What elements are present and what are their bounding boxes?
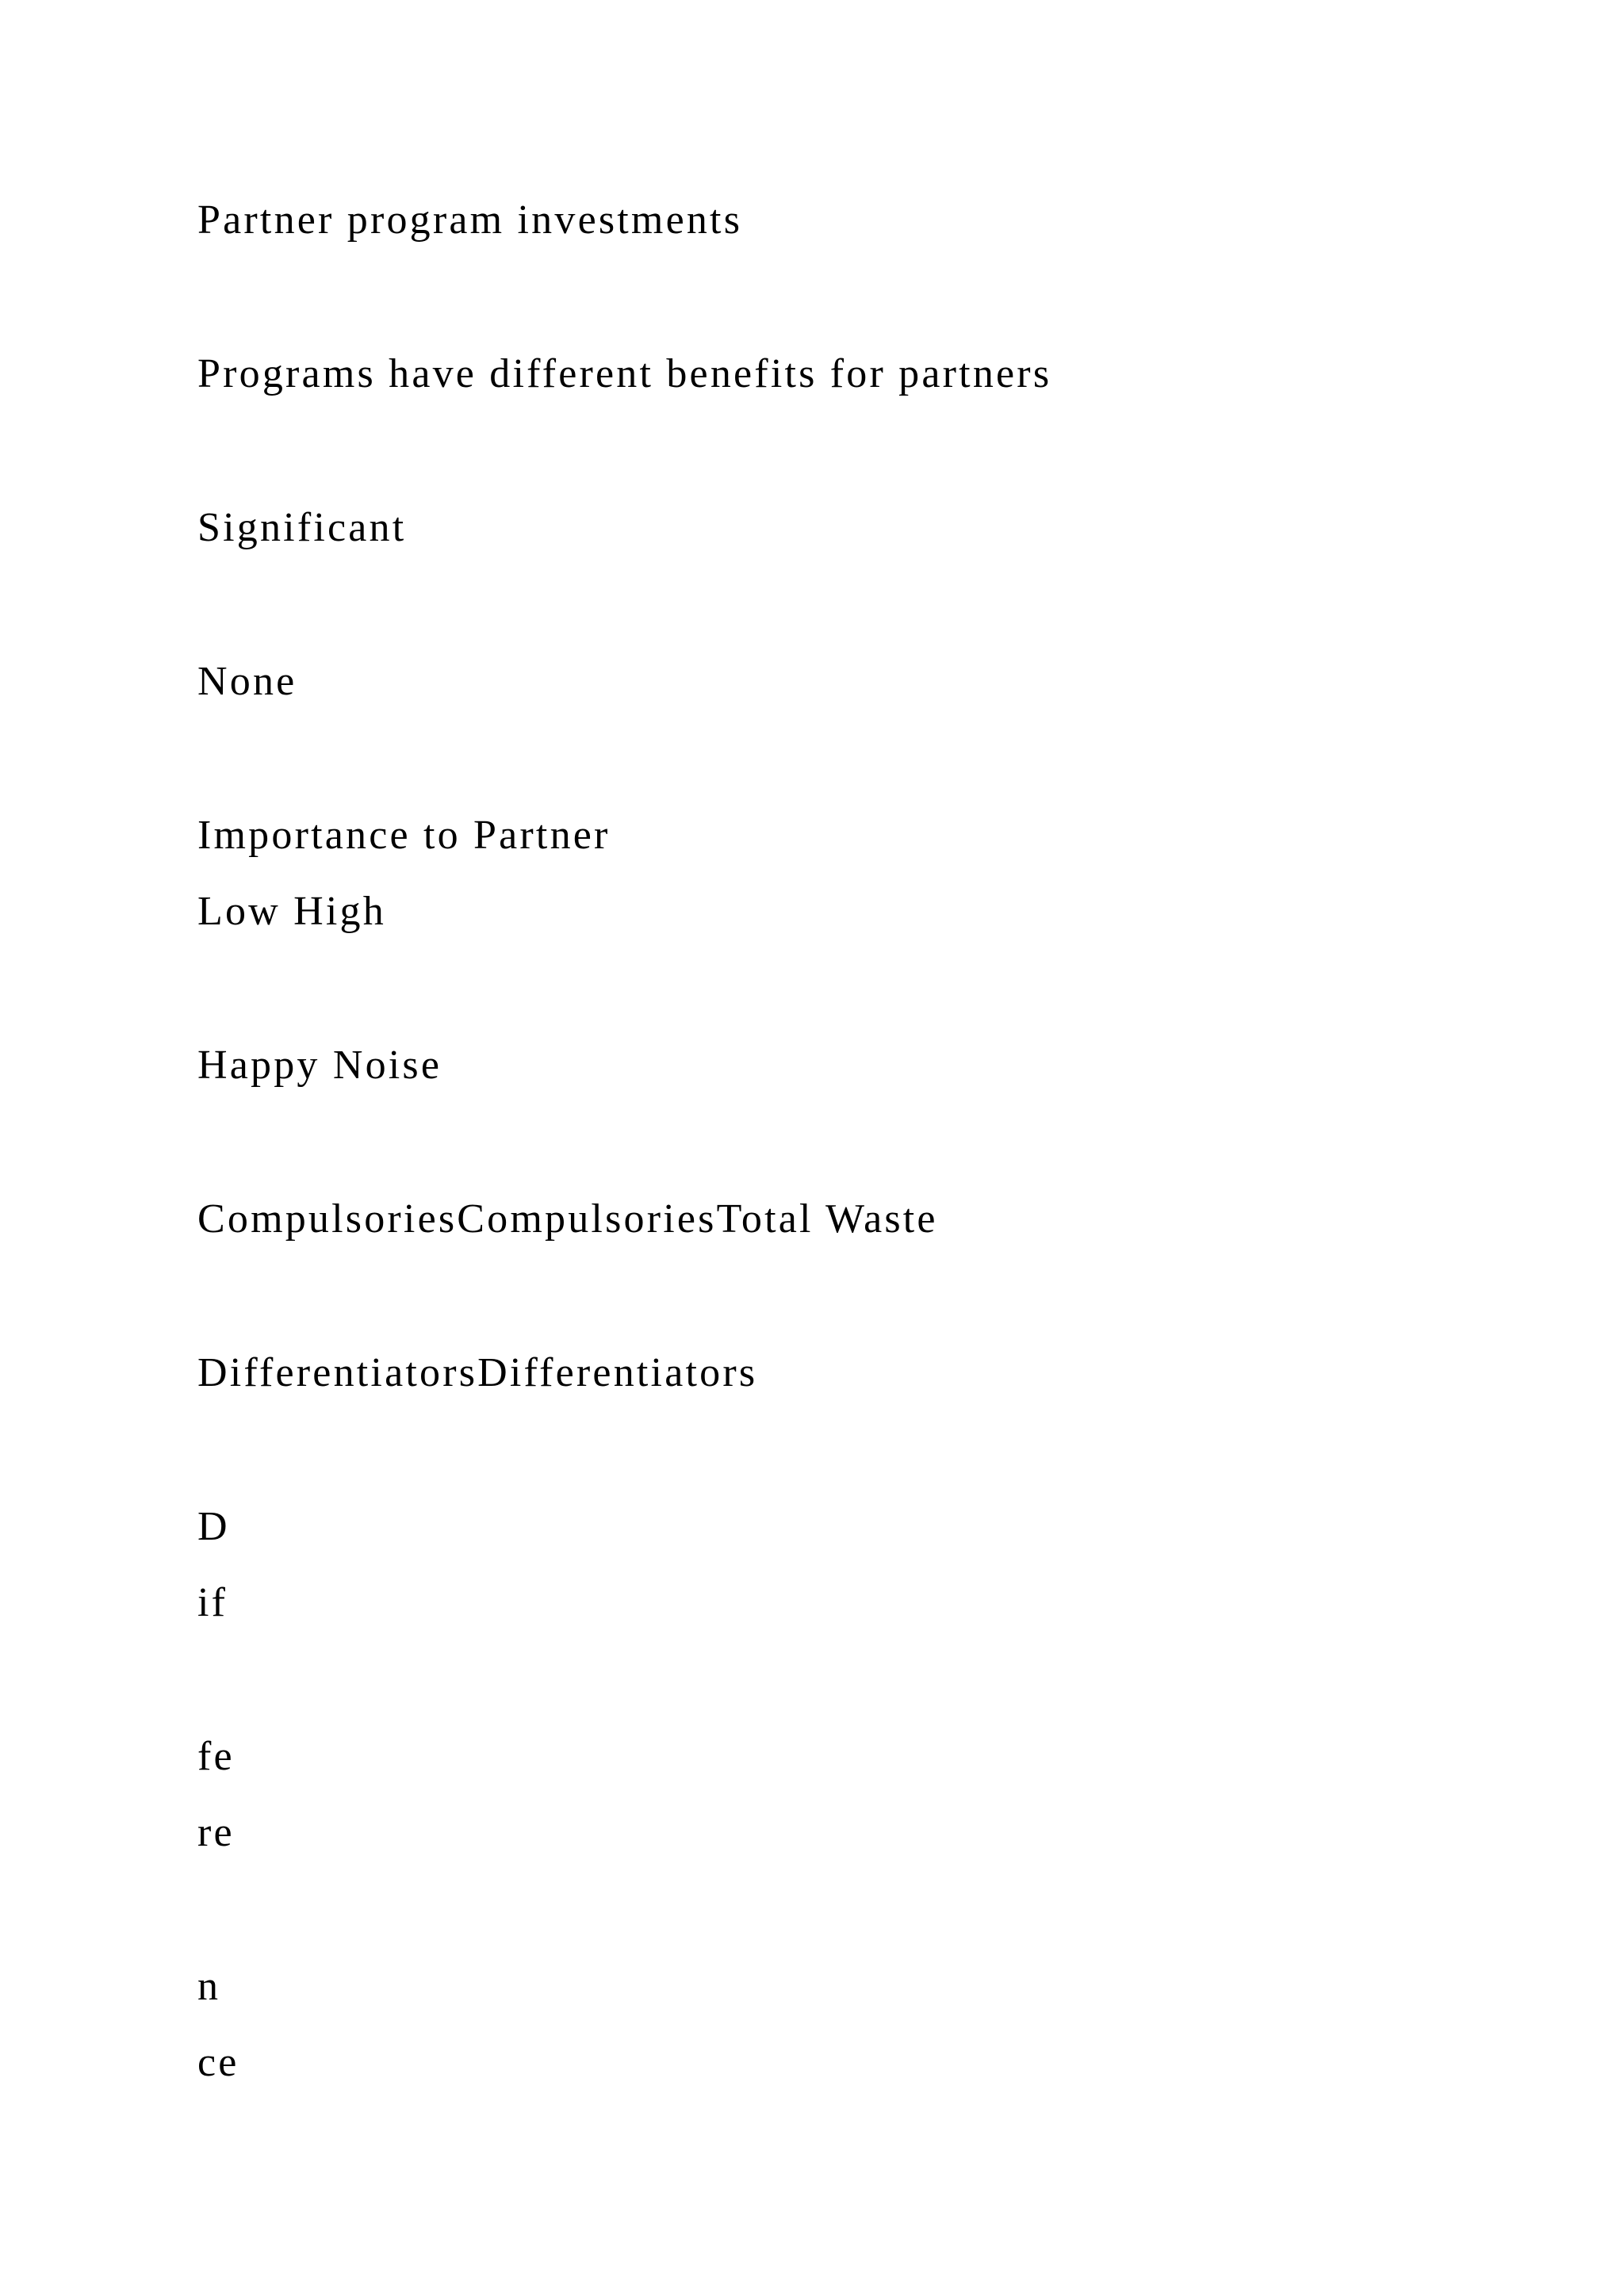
text-line-programs-benefits: Programs have different benefits for partners	[197, 351, 1052, 396]
text-line-low-high: Low High	[197, 889, 386, 934]
text-line-partner-program-investments: Partner program investments	[197, 197, 743, 243]
text-line-happy-noise: Happy Noise	[197, 1043, 442, 1088]
text-line-fragment-n: n	[197, 1964, 221, 2009]
text-line-fragment-d: D	[197, 1504, 230, 1549]
text-line-fragment-re: re	[197, 1810, 235, 1855]
text-line-none: None	[197, 659, 297, 704]
text-line-compulsories-total-waste: CompulsoriesCompulsoriesTotal Waste	[197, 1196, 938, 1242]
text-line-importance-to-partner: Importance to Partner	[197, 813, 611, 858]
text-line-fragment-ce: ce	[197, 2040, 239, 2085]
text-line-significant: Significant	[197, 505, 407, 550]
text-line-fragment-if: if	[197, 1580, 228, 1625]
text-line-differentiators: DifferentiatorsDifferentiators	[197, 1350, 758, 1395]
text-line-fragment-fe: fe	[197, 1734, 235, 1779]
